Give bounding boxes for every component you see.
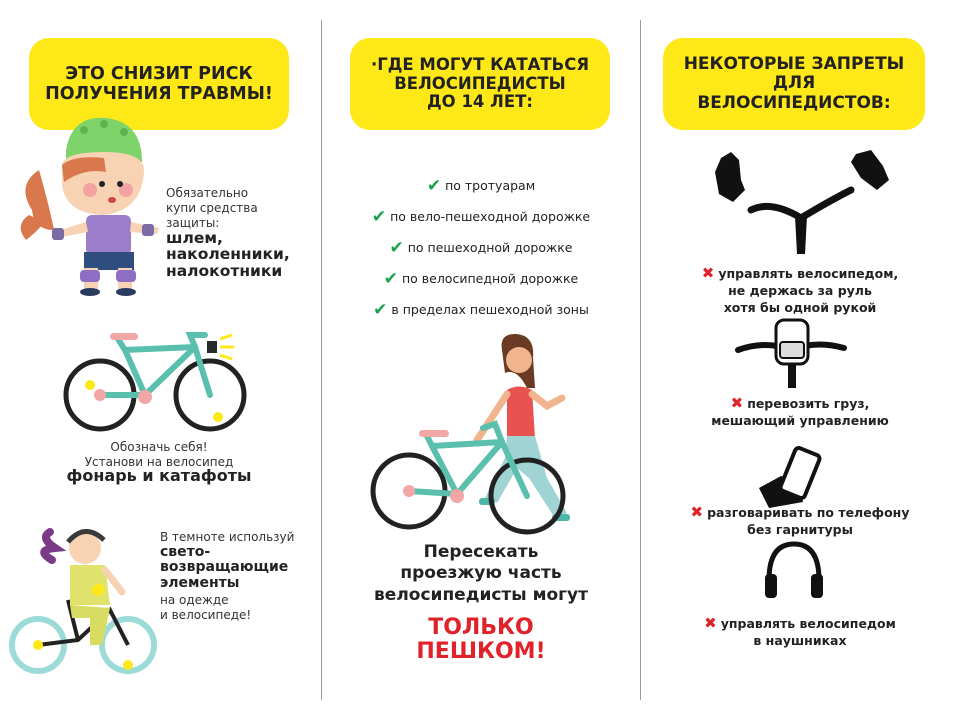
reflect-items: свето- возвращающие элементы bbox=[160, 544, 289, 591]
check-icon: ✔ bbox=[371, 206, 387, 227]
allowed-place-label: по велосипедной дорожке bbox=[401, 271, 579, 286]
ban-item-one-hand bbox=[641, 263, 959, 317]
girl-helmet-illustration bbox=[14, 110, 164, 290]
allowed-place bbox=[322, 232, 640, 263]
cross-icon: ✖ bbox=[701, 264, 715, 282]
allowed-place-label: по вело-пешеходной дорожке bbox=[390, 209, 591, 224]
check-icon: ✔ bbox=[426, 175, 442, 196]
ban-item-cargo bbox=[641, 393, 959, 430]
allowed-place-label: по тротуарам bbox=[445, 178, 536, 193]
cross-icon: ✖ bbox=[690, 503, 704, 521]
hands-off-handlebar-icon bbox=[711, 150, 891, 260]
ban-label: управлять велосипедом в наушниках bbox=[720, 616, 896, 649]
crossing-text: Пересекать проезжую часть велосипедисты могут bbox=[374, 542, 588, 605]
hand-with-phone-icon bbox=[759, 448, 829, 510]
allowed-place bbox=[322, 263, 640, 294]
panel-where-to-ride bbox=[321, 20, 641, 700]
check-icon: ✔ bbox=[389, 237, 404, 258]
panel-bans bbox=[641, 20, 959, 700]
reflect-outro: на одежде и велосипеде! bbox=[160, 593, 252, 622]
allowed-place bbox=[322, 294, 640, 325]
check-icon: ✔ bbox=[383, 268, 398, 289]
bicycle-lights-illustration bbox=[60, 325, 260, 440]
panel2-header-text: ·ГДЕ МОГУТ КАТАТЬСЯ ВЕЛОСИПЕДИСТЫ ДО 14 ЛЕТ: bbox=[370, 54, 590, 112]
backpack-on-handlebar-icon bbox=[736, 320, 846, 390]
check-icon: ✔ bbox=[373, 299, 388, 320]
ban-label: перевозить груз, мешающий управлению bbox=[711, 396, 889, 429]
headphones-icon bbox=[763, 540, 825, 602]
ban-label: разговаривать по телефону без гарнитуры bbox=[707, 505, 910, 538]
cross-icon: ✖ bbox=[704, 614, 717, 632]
panel3-header bbox=[663, 38, 925, 130]
ban-item-headphones bbox=[641, 613, 959, 650]
protection-items: шлем, наколенники, налокотники bbox=[166, 229, 290, 280]
protection-intro: Обязательно купи средства защиты: bbox=[166, 186, 258, 230]
allowed-place bbox=[322, 201, 640, 232]
panel3-header-text: НЕКОТОРЫЕ ЗАПРЕТЫ ДЛЯ ВЕЛОСИПЕДИСТОВ: bbox=[683, 53, 905, 113]
panel2-header bbox=[350, 38, 610, 130]
reflective-cyclist-illustration bbox=[10, 520, 160, 685]
reflect-intro: В темноте используй bbox=[160, 530, 295, 544]
woman-walking-bicycle-illustration bbox=[367, 328, 597, 543]
allowed-places-list bbox=[322, 170, 640, 325]
ban-item-phone bbox=[641, 502, 959, 539]
ban-label: управлять велосипедом, не держась за руль хотя бы одной рукой bbox=[718, 266, 899, 316]
panel1-header-text: ЭТО СНИЗИТ РИСК ПОЛУЧЕНИЯ ТРАВМЫ! bbox=[45, 63, 273, 104]
allowed-place-label: по пешеходной дорожке bbox=[407, 240, 573, 255]
crossing-emphasis: ТОЛЬКО ПЕШКОМ! bbox=[416, 615, 546, 665]
allowed-place-label: в пределах пешеходной зоны bbox=[391, 302, 589, 317]
panel-protection bbox=[0, 20, 318, 700]
allowed-place bbox=[322, 170, 640, 201]
lights-intro: Обозначь себя! Установи на велосипед bbox=[84, 440, 234, 469]
cross-icon: ✖ bbox=[730, 394, 744, 412]
lights-items: фонарь и катафоты bbox=[66, 466, 252, 485]
